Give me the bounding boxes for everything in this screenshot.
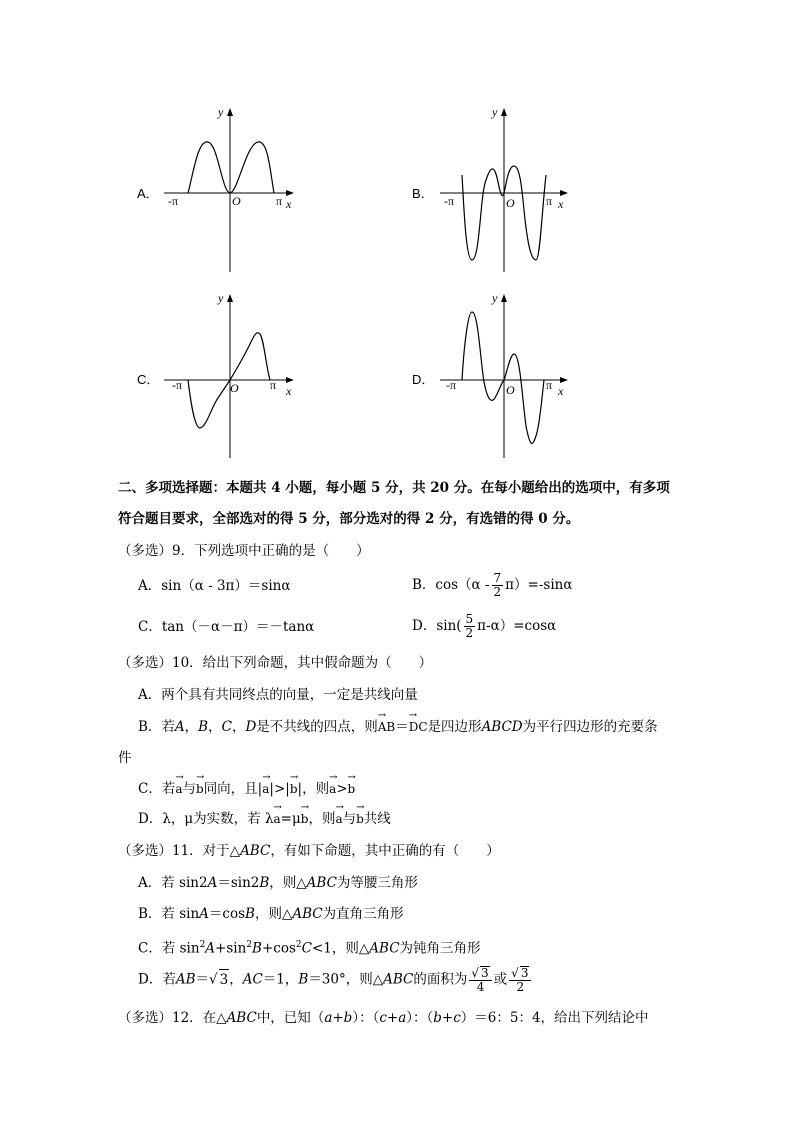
q11-d-or: 或 — [493, 971, 508, 988]
q11-d-fraction1 — [469, 966, 491, 994]
q10-d-text: =μ — [280, 811, 301, 827]
arrow-icon — [560, 190, 568, 196]
q12-text-part: ）：（ — [406, 1010, 434, 1026]
q11-c-text: 为钝角三角形 — [399, 940, 481, 957]
q11-d-text: ＝1， — [262, 971, 299, 988]
graph-d-svg — [436, 286, 586, 461]
q11-option-a — [138, 873, 418, 893]
q10-b-vector-ab: → AB — [378, 717, 395, 737]
q11-c-sup: 2 — [295, 940, 302, 950]
q9-option-c: C．tan（－α－π）＝－tanα — [138, 619, 315, 635]
q10-option-c — [138, 779, 355, 799]
graph-c-letter: C． — [137, 372, 160, 387]
q10-b-sep: ， — [208, 719, 222, 735]
arrow-icon — [286, 377, 294, 383]
q11-b-text: 为直角三角形 — [322, 906, 404, 922]
q10-d-text: ，则 — [308, 811, 336, 827]
q9-stem: （多选）9．下列选项中正确的是（ ） — [118, 543, 370, 559]
graph-d-neg-pi: -π — [446, 378, 457, 392]
q11-b-text: ＝cos — [208, 906, 246, 922]
q10-d-vector-a: → a — [274, 809, 281, 829]
q9-d-num: 5 — [465, 612, 474, 626]
q9-d-post: π-α）=cosα — [477, 618, 557, 634]
sqrt-icon: √ — [511, 966, 519, 980]
graph-d-letter: D． — [412, 372, 435, 387]
q11-c-abc: ABC — [369, 940, 400, 957]
q9-b-num: 7 — [493, 571, 502, 585]
q11-d-frac2-num — [509, 966, 531, 981]
graph-c-neg-pi: -π — [172, 378, 183, 392]
q10-c-vector-a: → a — [262, 779, 269, 799]
q10-d-text: 共线 — [363, 811, 391, 827]
graph-c-y-label: y — [218, 291, 224, 305]
graph-c-origin-label: O — [230, 381, 239, 395]
q12-expr: b+c — [433, 1010, 461, 1026]
arrow-icon — [227, 294, 233, 302]
graph-b-origin-label: O — [506, 196, 515, 210]
graph-c-pi: π — [270, 378, 277, 392]
graph-a — [160, 100, 310, 279]
q10-d-vector-b: → b — [356, 809, 364, 829]
graph-a-x-label: x — [286, 197, 292, 211]
q10-b-text: 为平行四边形的充要条 — [522, 719, 658, 735]
q11-d-frac2-den: 2 — [516, 980, 525, 994]
q10-d-vector-b: → b — [301, 809, 309, 829]
q11-a-abc: ABC — [306, 875, 337, 891]
q11-d-sqrt3: 3 — [219, 969, 230, 990]
q10-c-vector-a: → a — [175, 779, 182, 799]
q11-stem-text: （多选）11．对于△ — [118, 843, 241, 859]
q11-c-sup: 2 — [246, 940, 253, 950]
q11-a-text: A．若 sin2 — [138, 875, 208, 891]
q10-b-sep: ， — [231, 719, 246, 735]
arrow-icon — [227, 108, 233, 116]
q10-b-eq: ＝ — [395, 719, 409, 735]
graph-b-x-label: x — [558, 197, 564, 211]
q10-d-text: D．λ，μ为实数，若 λ — [138, 811, 274, 827]
q11-d-text: 的面积为 — [413, 971, 468, 988]
q11-c-text: C．若 sin — [138, 940, 200, 957]
graph-d-curve — [462, 312, 544, 443]
q9-b-pre: B．cos（α - — [412, 577, 490, 593]
q12-text-part: （多选）12．在△ — [118, 1010, 227, 1026]
q11-d-frac1-num — [469, 966, 491, 981]
q11-stem-abc: ABC — [240, 843, 271, 859]
q12-text-part: ）：（ — [352, 1010, 380, 1026]
q9-d-den: 2 — [465, 626, 474, 640]
graph-a-letter: A． — [137, 186, 159, 201]
q11-a-text: 为等腰三角形 — [336, 875, 418, 891]
q11-a-text: ，则△ — [269, 875, 307, 891]
q12-text-part: ）＝6：5：4，给出下列结论中 — [460, 1010, 649, 1026]
q11-d-ab: AB — [175, 971, 196, 988]
q10-c-text: |，则 — [297, 781, 330, 797]
q11-b-var: B — [245, 906, 255, 922]
q11-option-c — [138, 935, 481, 959]
graph-a-svg — [160, 100, 310, 275]
q10-b-text: 是不共线的四点，则 — [256, 719, 378, 735]
q11-a-var: A — [207, 875, 218, 891]
q11-b-abc: ABC — [292, 906, 323, 922]
q9-b-den: 2 — [493, 585, 502, 599]
q10-c-text: 同向，且| — [203, 781, 263, 797]
q10-b-text: 是四边形 — [427, 719, 482, 735]
graph-b — [436, 100, 586, 279]
q10-option-b — [138, 717, 658, 737]
q11-c-sup: 2 — [199, 940, 206, 950]
graph-d — [436, 286, 586, 465]
q11-c-text: +cos — [261, 940, 296, 957]
q10-stem: （多选）10．给出下列命题，其中假命题为（ ） — [118, 655, 433, 671]
q11-b-var: A — [199, 906, 209, 922]
graph-b-pi: π — [546, 194, 553, 208]
q10-c-gt: > — [336, 781, 348, 797]
arrow-icon — [560, 377, 568, 383]
graph-d-y-label: y — [492, 291, 498, 305]
graph-c-svg — [160, 286, 310, 461]
q10-b-var-b: B — [198, 719, 209, 735]
q11-d-text: D．若 — [138, 971, 176, 988]
q10-c-vector-b: → b — [196, 779, 204, 799]
graph-a-pi: π — [276, 194, 283, 208]
q12-text-part: 中，已知（ — [256, 1010, 325, 1026]
q11-option-b — [138, 904, 404, 924]
q10-option-d — [138, 809, 391, 829]
q12-text — [118, 1008, 649, 1028]
q10-b-sep: ， — [184, 719, 199, 735]
q11-d-frac1-sqrt: 3 — [481, 966, 489, 980]
q11-c-text: <1，则△ — [311, 940, 370, 957]
graph-d-origin-label: O — [506, 383, 515, 397]
q10-c-text: C．若 — [138, 781, 176, 797]
arrow-icon — [501, 108, 507, 116]
q10-b-vector-dc: → DC — [409, 717, 428, 737]
q10-b-var-a: A — [174, 719, 185, 735]
q11-stem-text: ，有如下命题，其中正确的有（ ） — [270, 843, 500, 859]
q10-option-b-cont: 件 — [118, 750, 132, 766]
q11-d-frac1-den: 4 — [476, 980, 485, 994]
q11-c-var: A — [205, 940, 216, 957]
q11-b-text: ，则△ — [254, 906, 293, 922]
q11-a-var: B — [259, 875, 270, 891]
q11-d-ac: AC — [242, 971, 263, 988]
q10-b-var-c: C — [221, 719, 232, 735]
section2-line1: 二、多项选择题：本题共 4 小题，每小题 5 分，共 20 分。在每小题给出的选项中，有多项 — [118, 480, 670, 496]
q11-d-text: ＝30°，则△ — [308, 971, 384, 988]
q10-b-var-d: D — [245, 719, 257, 735]
graph-a-origin-label: O — [232, 194, 241, 208]
q10-c-text: 与 — [182, 781, 196, 797]
q9-option-a: A．sin（α - 3π）＝sinα — [138, 578, 291, 594]
q9-b-fraction — [492, 572, 504, 599]
q9-option-b — [412, 572, 572, 599]
q10-option-a: A．两个具有共同终点的向量，一定是共线向量 — [138, 687, 418, 703]
graph-b-neg-pi: -π — [444, 194, 455, 208]
graph-d-x-label: x — [558, 384, 564, 398]
graph-a-y-label: y — [218, 105, 224, 119]
q11-stem — [118, 841, 500, 861]
q11-d-fraction2 — [509, 966, 531, 994]
q12-expr: a+b — [324, 1010, 353, 1026]
q12-abc: ABC — [226, 1010, 257, 1026]
q10-d-text: 与 — [342, 811, 357, 827]
graph-c — [160, 286, 310, 465]
sqrt-icon: √ — [471, 966, 480, 980]
q10-c-text: |>| — [269, 781, 290, 797]
section2-line2: 符合题目要求，全部选对的得 5 分，部分选对的得 2 分，有选错的得 0 分。 — [118, 511, 580, 527]
q11-b-text: B．若 sin — [138, 906, 200, 922]
graph-a-curve — [188, 142, 274, 193]
graph-b-svg — [436, 100, 586, 275]
q10-b-text: B．若 — [138, 719, 175, 735]
q11-c-var: B — [252, 940, 262, 957]
q11-d-text: ＝ — [195, 971, 209, 988]
q10-c-vector-a: → a — [329, 779, 336, 799]
q10-c-vector-b: → b — [348, 779, 356, 799]
q11-c-text: +sin — [215, 940, 247, 957]
q12-expr: c+a — [379, 1010, 407, 1026]
q11-d-b: B — [298, 971, 309, 988]
q11-a-text: ＝sin2 — [217, 875, 260, 891]
graph-a-neg-pi: -π — [168, 194, 179, 208]
q9-d-fraction — [464, 613, 476, 640]
graph-b-letter: B． — [412, 186, 434, 201]
arrow-icon — [286, 190, 294, 196]
q10-d-vector-a: → a — [335, 809, 342, 829]
sqrt-icon: √ — [209, 971, 218, 988]
q9-d-pre: D．sin( — [412, 618, 462, 634]
q11-c-var: C — [301, 940, 312, 957]
q11-d-frac2-sqrt: 3 — [520, 966, 529, 980]
q9-b-post: π）=-sinα — [505, 577, 573, 593]
q9-option-d — [412, 613, 556, 640]
arrow-icon — [501, 294, 507, 302]
graph-c-x-label: x — [286, 384, 292, 398]
q11-option-d — [138, 966, 533, 994]
q10-c-vector-b: → b — [290, 779, 298, 799]
graph-d-pi: π — [546, 378, 553, 392]
q11-d-abc: ABC — [383, 971, 414, 988]
q11-d-text: ， — [229, 971, 243, 988]
q10-b-abcd: ABCD — [481, 719, 523, 735]
graph-b-y-label: y — [492, 105, 498, 119]
